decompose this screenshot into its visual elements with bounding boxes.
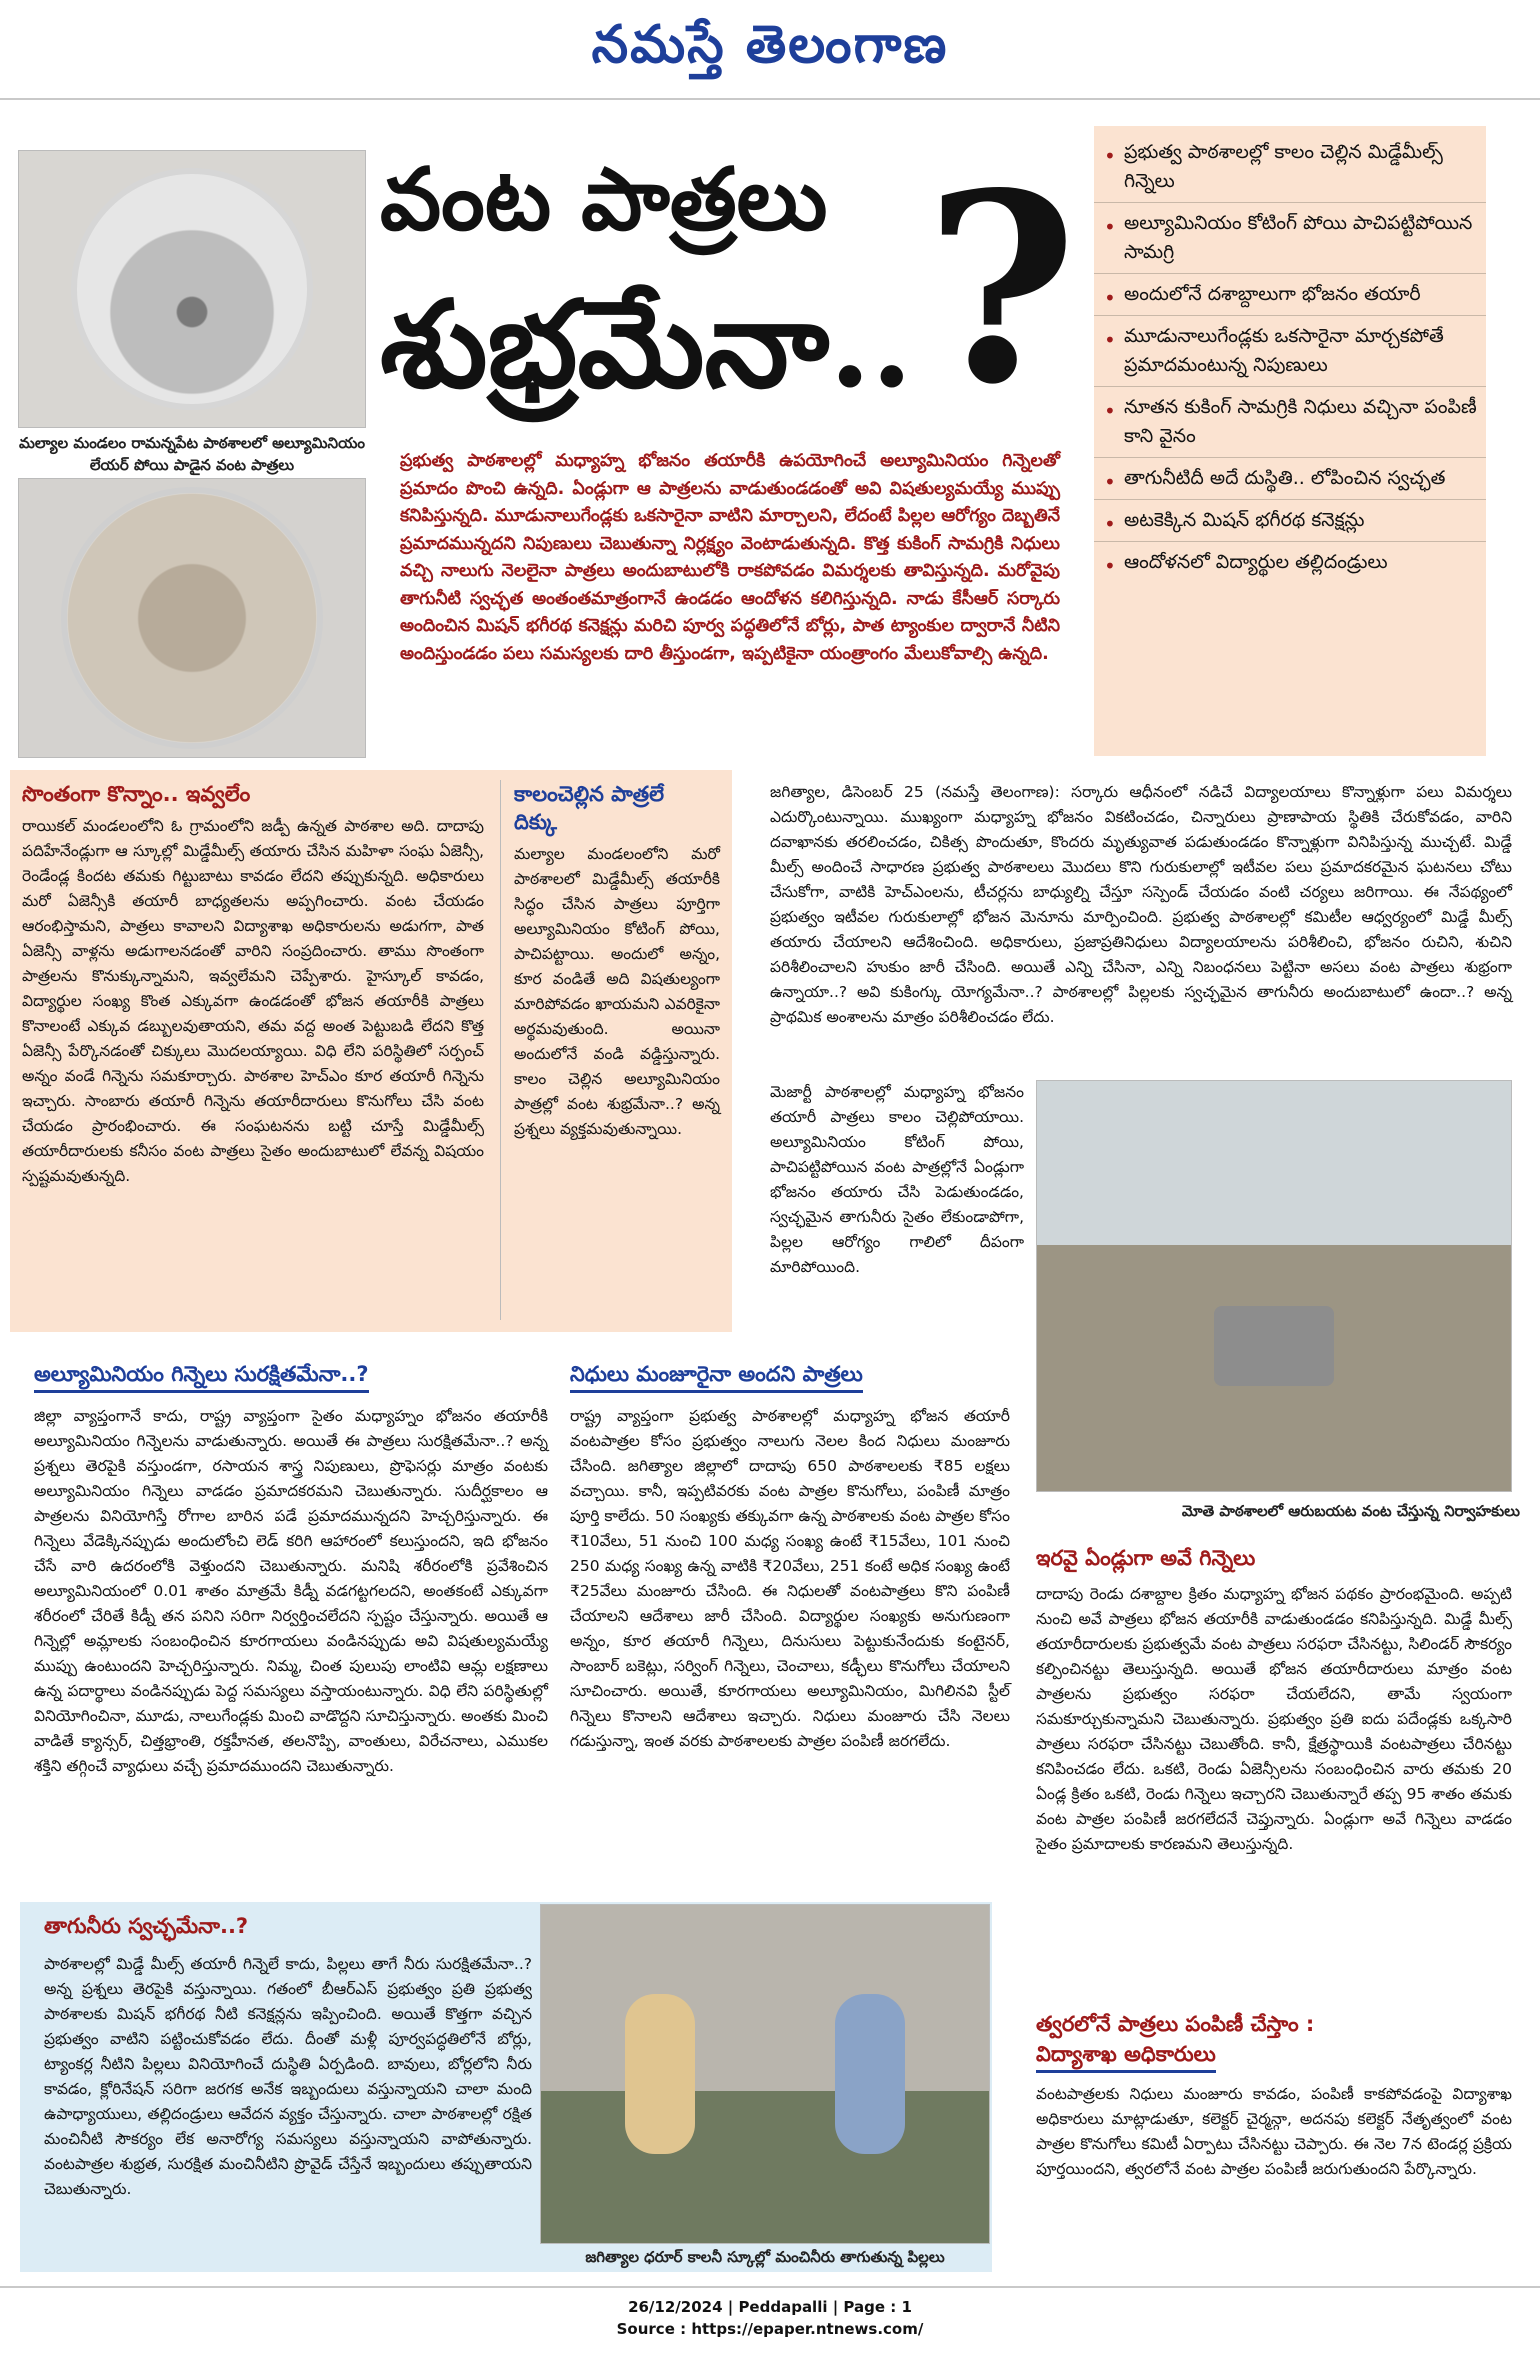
newspaper-logo: నమస్తే తెలంగాణ bbox=[591, 14, 949, 75]
main-story-middle: మెజార్టీ పాఠశాలల్లో మధ్యాహ్న భోజనం తయారీ పాత్రలు కాలం చెల్లిపోయాయి. అల్యూమినియం కోటింగ్ పోయి, పాచిపట్టిపోయిన వంట పాత్రల్లోనే ఏండ్లుగా భోజనం తయారు చేసి పెడుతుండడం, స్వచ్ఛమైన తాగునీరు సైతం లేకుండాపోగా, పిల్లల ఆరోగ్యం గాలిలో దీపంగా మారిపోయింది. bbox=[770, 1083, 1024, 1276]
photo-rusted-pot bbox=[18, 150, 366, 428]
section-heading-water: తాగునీరు స్వచ్ఛమేనా..? bbox=[44, 1914, 249, 1938]
section-body-own: రాయికల్ మండలంలోని ఓ గ్రామంలోని జడ్పీ ఉన్నత పాఠశాల అది. దాదాపు పదిహేనేండ్లుగా ఆ స్కూల్లో మిడ్డేమీల్స్ తయారు చేసిన మహిళా సంఘ ఏజెన్సీ, రెండేండ్ల కిందట తమకు గిట్టుబాటు కావడం లేదని తప్పుకున్నది. అధికారులు మరో ఏజెన్సీకి తయారీ బాధ్యతలను అప్పగించారు. వంట చేయడం ఆరంభిస్తామని, పాత్రలు కావాలని విద్యాశాఖ అధికారులను అడుగగా, పాత ఏజెన్సీ వాళ్లను అడుగాలనడంతో వారిని సంప్రదించారు. తాము సొంతంగా పాత్రలను కొనుక్కున్నామని, ఇవ్వలేమని చెప్పేశారు. హైస్కూల్ కావడం, విద్యార్థుల సంఖ్య కొంత ఎక్కువగా ఉండడంతో భోజన తయారీకి పాత్రలు కొనాలంటే ఎక్కువ డబ్బులవుతాయని, తమ వద్ద అంత పెట్టుబడి లేదని కొత్త ఏజెన్సీ పేర్కొనడంతో చిక్కులు మొదలయ్యాయి. విధి లేని పరిస్థితిలో సర్పంచ్ అన్నం వండే గిన్నెను సమకూర్చారు. పాఠశాల హెచ్ఎం కూర తయారీ గిన్నెను ఇచ్చారు. సాంబారు తయారీ గిన్నెను తయారీదారులు కొనుగోలు చేసి వంట చేయడం ప్రారంభించారు. ఈ సంఘటనను బట్టి చూస్తే మిడ్డేమీల్స్ తయారీదారులకు కనీసం వంట పాత్రలు సైతం అందుబాటులో లేవన్న విషయం స్పష్టమవుతున్నది. bbox=[22, 817, 484, 1185]
section-subheading-soon: విద్యాశాఖ అధికారులు bbox=[1036, 2040, 1512, 2073]
photo2-caption: మోతె పాఠశాలలో ఆరుబయట వంట చేస్తున్న నిర్వాహకులు bbox=[1181, 1502, 1520, 1520]
footer-divider bbox=[0, 2286, 1540, 2288]
section-body-expired: మల్యాల మండలంలోని మరో పాఠశాలలో మిడ్డేమీల్స్ తయారీకి సిద్ధం చేసిన పాత్రలు పూర్తిగా అల్యూమినియం కోటింగ్ పోయి, పాచిపట్టాయి. అందులో అన్నం, కూర వండితే అది విషతుల్యంగా మారిపోవడం ఖాయమని ఎవరికైనా అర్థమవుతుంది. అయినా అందులోనే వండి వడ్డిస్తున్నారు. కాలం చెల్లిన అల్యూమినియం పాత్రల్లో వంట శుభ్రమేనా..? అన్న ప్రశ్నలు వ్యక్తమవుతున్నాయి. bbox=[514, 845, 720, 1138]
child-figure bbox=[625, 1994, 695, 2154]
bullet-icon: • bbox=[1104, 215, 1116, 239]
section-heading-expired: కాలంచెల్లిన పాత్రలే దిక్కు bbox=[514, 782, 665, 834]
highlight-item: • ఆందోళనలో విద్యార్థుల తల్లిదండ్రులు bbox=[1094, 542, 1486, 583]
intro-paragraph: ప్రభుత్వ పాఠశాలల్లో మధ్యాహ్న భోజనం తయారీకి ఉపయోగించే అల్యూమినియం గిన్నెలతో ప్రమాదం పొంచి ఉన్నది. ఏండ్లుగా ఆ పాత్రలను వాడుతుండడంతో అవి విషతుల్యమయ్యే ముప్పు కనిపిస్తున్నది. మూడునాలుగేండ్లకు ఒకసారైనా వాటిని మార్చాలని, లేదంటే పిల్లల ఆరోగ్యం దెబ్బతినే ప్రమాదమున్నదని నిపుణులు చెబుతున్నా నిర్లక్ష్యం వెంటాడుతున్నది. కొత్త కుకింగ్ సామగ్రికి నిధులు వచ్చి నాలుగు నెలలైనా పాత్రలు అందుబాటులోకి రాకపోవడం విమర్శలకు తావిస్తున్నది. మరోవైపు తాగునీటి స్వచ్ఛత అంతంతమాత్రంగానే ఉండడం ఆందోళన కలిగిస్తున్నది. నాడు కేసీఆర్ సర్కారు అందించిన మిషన్ భగీరథ కనెక్షన్లు మరిచి పూర్వ పద్ధతిలోనే బోర్లు, పాత ట్యాంకుల ద్వారానే నీటిని అందిస్తుండడం పలు సమస్యలకు దారి తీస్తుండగా, ఇప్పటికైనా యంత్రాంగం మేలుకోవాల్సి ఉన్నది. bbox=[400, 451, 1060, 664]
highlight-item: • ప్రభుత్వ పాఠశాలల్లో కాలం చెల్లిన మిడ్డేమీల్స్ గిన్నెలు bbox=[1094, 132, 1486, 203]
bullet-icon: • bbox=[1104, 470, 1116, 494]
section-heading-years: ఇరవై ఏండ్లుగా అవే గిన్నెలు bbox=[1036, 1546, 1256, 1570]
photo3-caption: జగిత్యాల ధరూర్ కాలనీ స్కూల్లో మంచినీరు తాగుతున్న పిల్లలు bbox=[585, 2248, 945, 2266]
headline-question-mark: ? bbox=[925, 137, 1078, 442]
photo-damaged-pot bbox=[18, 478, 366, 758]
section-body-aluminium: జిల్లా వ్యాప్తంగానే కాదు, రాష్ట్ర వ్యాప్తంగా సైతం మధ్యాహ్నం భోజనం తయారీకి అల్యూమినియం గిన్నెలను వాడుతున్నారు. అయితే ఈ పాత్రలు సురక్షితమేనా..? అన్న ప్రశ్నలు తెరపైకి వస్తుండగా, రసాయన శాస్త్ర నిపుణులు, ప్రొఫెసర్లు మాత్రం వంటకు అల్యూమినియం గిన్నెలు వాడడం ప్రమాదకరమని చెబుతున్నారు. సుదీర్ఘకాలం ఆ పాత్రలను వినియోగిస్తే రోగాల బారిన పడే ప్రమాదమున్నదని హెచ్చరిస్తున్నారు. ఈ గిన్నెలు వేడెక్కినప్పుడు అందులోంచి లెడ్ కరిగి ఆహారంలో కలుస్తుందని, ఇది భోజనం చేసే వారి ఉదరంలోకి వెళ్తుందని చెబుతున్నారు. మనిషి శరీరంలోకి ప్రవేశించిన అల్యూమినియంలో 0.01 శాతం మాత్రమే కిడ్నీ వడగట్టగలదని, అంతకంటే ఎక్కువగా శరీరంలో చేరితే కిడ్నీ తన పనిని సరిగా నిర్వర్తించలేదని స్పష్టం చేస్తున్నారు. అయితే ఆ గిన్నెల్లో అమ్లాలకు సంబంధించిన కూరగాయలు వండినప్పుడు అవి విషతుల్యమయ్యే ముప్పు ఉంటుందని హెచ్చరిస్తున్నారు. నిమ్మ, చింత పులుపు లాంటివి ఆమ్ల లక్షణాలు ఉన్న పదార్థాలు వండినప్పుడు పెద్ద సమస్యలు వస్తాయంటున్నారు. విధి లేని పరిస్థితుల్లో వినియోగించినా, మూడు, నాలుగేండ్లకు మించి వాడొద్దని సూచిస్తున్నారు. అంతకు మించి వాడితే క్యాన్సర్, చిత్తభ్రాంతి, రక్తహీనత, తలనొప్పి, వాంతులు, విరేచనాలు, ఎముకల శక్తిని తగ్గించే వ్యాధులు వచ్చే ప్రమాదముందని చెబుతున్నారు. bbox=[34, 1407, 548, 1775]
bullet-icon: • bbox=[1104, 144, 1116, 168]
footer bbox=[0, 2296, 1540, 2340]
photo-outdoor-cooking bbox=[1036, 1080, 1512, 1492]
bullet-icon: • bbox=[1104, 328, 1116, 352]
footer-source: Source : https://epaper.ntnews.com/ bbox=[616, 2320, 924, 2338]
section-body-funds: రాష్ట్ర వ్యాప్తంగా ప్రభుత్వ పాఠశాలల్లో మధ్యాహ్న భోజన తయారీ వంటపాత్రల కోసం ప్రభుత్వం నాలుగు నెలల కింద నిధులు మంజూరు చేసింది. జగిత్యాల జిల్లాలో దాదాపు 650 పాఠశాలలకు ₹85 లక్షలు వచ్చాయి. కానీ, ఇప్పటివరకు వంట పాత్రల కొనుగోలు, పంపిణీ మాత్రం పూర్తి కాలేదు. 50 సంఖ్యకు తక్కువగా ఉన్న పాఠశాలకు వంట పాత్రల కోసం ₹10వేలు, 51 నుంచి 100 మధ్య సంఖ్య ఉంటే ₹15వేలు, 101 నుంచి 250 మధ్య సంఖ్య ఉన్న వాటికి ₹20వేలు, 251 కంటే అధిక సంఖ్య ఉంటే ₹25వేలు మంజూరు చేసింది. ఈ నిధులతో వంటపాత్రలు కొని పంపిణీ చేయాలని ఆదేశాలు జారీ చేసింది. విద్యార్థుల సంఖ్యకు అనుగుణంగా అన్నం, కూర తయారీ గిన్నెలు, దినుసులు పెట్టుకునేందుకు కంటైనర్, సాంబార్ బకెట్లు, సర్వింగ్ గిన్నెలు, చెంచాలు, కడ్ఛీలు కొనుగోలు చేయాలని సూచించారు. అయితే, కూరగాయలు అల్యూమినియం, మిగిలినవి స్టీల్ గిన్నెలు కొనాలని ఆదేశాలు ఇచ్చారు. నిధులు మంజూరు చేసి నెలలు గడుస్తున్నా, ఇంత వరకు పాఠశాలలకు పాత్రల పంపిణీ జరగలేదు. bbox=[570, 1407, 1010, 1750]
headline-line1: వంట పాత్రలు bbox=[380, 149, 828, 250]
section-heading-soon: త్వరలోనే పాత్రలు పంపిణీ చేస్తాం : bbox=[1036, 2012, 1315, 2036]
pot-illustration-2 bbox=[61, 487, 323, 749]
footer-edition: 26/12/2024 | Peddapalli | Page : 1 bbox=[628, 2298, 912, 2316]
section-heading-aluminium: అల్యూమినియం గిన్నెలు సురక్షితమేనా..? bbox=[34, 1360, 554, 1393]
bullet-icon: • bbox=[1104, 399, 1116, 423]
pot-illustration bbox=[71, 168, 313, 410]
headline-line2: శుభ్రమేనా.. bbox=[380, 274, 913, 415]
highlight-item: • నూతన కుకింగ్ సామగ్రికి నిధులు వచ్చినా పంపిణీ కాని వైనం bbox=[1094, 387, 1486, 458]
child-figure bbox=[835, 1994, 905, 2154]
masthead bbox=[0, 0, 1540, 96]
column-divider bbox=[500, 780, 501, 1320]
section-body-soon: వంటపాత్రలకు నిధులు మంజూరు కావడం, పంపిణీ కాకపోవడంపై విద్యాశాఖ అధికారులు మాట్లాడుతూ, కలెక్టర్ చైర్మన్గా, అదనపు కలెక్టర్ నేతృత్వంలో వంట పాత్రల కొనుగోలు కమిటీ ఏర్పాటు చేసినట్టు చెప్పారు. ఈ నెల 7న టెండర్ల ప్రక్రియ పూర్తయిందని, త్వరలోనే వంట పాత్రల పంపిణీ జరుగుతుందని పేర్కొన్నారు. bbox=[1036, 2085, 1512, 2178]
section-body-years: దాదాపు రెండు దశాబ్దాల క్రితం మధ్యాహ్న భోజన పథకం ప్రారంభమైంది. అప్పటి నుంచి అవే పాత్రలు భోజన తయారీకి వాడుతుండడం కనిపిస్తున్నది. మిడ్డే మీల్స్ తయారీదారులకు ప్రభుత్వమే వంట పాత్రలు సరఫరా చేసినట్టు, సిలిండర్ సౌకర్యం కల్పించినట్టు తెలుస్తున్నది. అయితే భోజన తయారీదారులు మాత్రం వంట పాత్రలను ప్రభుత్వం సరఫరా చేయలేదని, తామే స్వయంగా సమకూర్చుకున్నామని చెబుతున్నారు. ప్రభుత్వం ప్రతి ఐదు పదేండ్లకు ఒక్కసారి పాత్రలు సరఫరా చేసినట్టు చెబుతోంది. కానీ, క్షేత్రస్థాయికి వంటపాత్రలు చేరినట్టు కనిపించడం లేదు. ఒకటి, రెండు ఏజెన్సీలను సంబంధించిన వారు తమకు 20 ఏండ్ల క్రితం ఒకటి, రెండు గిన్నెలు ఇచ్చారని చెబుతున్నారే తప్ప 95 శాతం తమకు వంట పాత్రల పంపిణీ జరగలేదనే చెప్తున్నారు. ఏండ్లుగా అవే గిన్నెలు వాడడం సైతం ప్రమాదాలకు కారణమని తెలుస్తున్నది. bbox=[1036, 1585, 1512, 1853]
cooking-pot-shape bbox=[1214, 1306, 1334, 1386]
highlight-item: • మూడునాలుగేండ్లకు ఒకసారైనా మార్చకపోతే ప్రమాదమంటున్న నిపుణులు bbox=[1094, 316, 1486, 387]
section-heading-own: సొంతంగా కొన్నాం.. ఇవ్వలేం bbox=[22, 782, 251, 806]
highlights-panel bbox=[1094, 126, 1486, 756]
masthead-divider bbox=[0, 98, 1540, 100]
section-body-water: పాఠశాలల్లో మిడ్డే మీల్స్ తయారీ గిన్నెలే కాదు, పిల్లలు తాగే నీరు సురక్షితమేనా..? అన్న ప్రశ్నలు తెరపైకి వస్తున్నాయి. గతంలో బీఆర్ఎస్ ప్రభుత్వం ప్రతి ప్రభుత్వ పాఠశాలకు మిషన్ భగీరథ నీటి కనెక్షన్లను ఇప్పించింది. అయితే కొత్తగా వచ్చిన ప్రభుత్వం వాటిని పట్టించుకోవడం లేదు. దీంతో మళ్లీ పూర్వపద్ధతిలోనే బోర్లు, ట్యాంకర్ల నీటిని పిల్లలు వినియోగించే దుస్థితి ఏర్పడింది. బావులు, బోర్లలోని నీరు కావడం, క్లోరినేషన్ సరిగా జరగక అనేక ఇబ్బందులు వస్తున్నాయని చాలా మంది ఉపాధ్యాయులు, తల్లిదండ్రులు ఆవేదన వ్యక్తం చేస్తున్నారు. చాలా పాఠశాలల్లో రక్షిత మంచినీటి సౌకర్యం లేక అనారోగ్య సమస్యలు వస్తున్నాయని వాపోతున్నారు. వంటపాత్రల శుభ్రత, సురక్షిత మంచినీటిని ప్రొవైడ్ చేస్తేనే ఇబ్బందులు తప్పుతాయని చెబుతున్నారు. bbox=[44, 1955, 532, 2198]
highlight-item: • అటకెక్కిన మిషన్ భగీరథ కనెక్షన్లు bbox=[1094, 500, 1486, 542]
highlight-item: • తాగునీటిదీ అదే దుస్థితి.. లోపించిన స్వచ్ఛత bbox=[1094, 458, 1486, 500]
highlight-item: • అల్యూమినియం కోటింగ్ పోయి పాచిపట్టిపోయిన సామగ్రి bbox=[1094, 203, 1486, 274]
photo1-caption: మల్యాల మండలం రామన్నపేట పాఠశాలలో అల్యూమినియం లేయర్ పోయి పాడైన వంట పాత్రలు bbox=[19, 434, 365, 474]
section-heading-funds: నిధులు మంజూరైనా అందని పాత్రలు bbox=[570, 1360, 990, 1393]
main-story-top: జగిత్యాల, డిసెంబర్ 25 (నమస్తే తెలంగాణ): సర్కారు ఆధీనంలో నడిచే విద్యాలయాలు కొన్నాళ్లుగా పలు విమర్శలు ఎదుర్కొంటున్నాయి. ముఖ్యంగా మధ్యాహ్న భోజనం వికటించడం, చిన్నారులు ప్రాణాపాయ స్థితికి చేరుకోవడం, వారిని దవాఖానకు తరలించడం, చికిత్స పొందుతూ, కొందరు మృత్యువాత పడుతుండడం కొన్నాళ్లుగా వినిపిస్తున్న ముచ్చటే. మిడ్డే మీల్స్ అందించే సాధారణ ప్రభుత్వ పాఠశాలలు మొదలు కొని గురుకులాల్లో ఇటీవల పలు ప్రమాదకరమైన ఘటనలు చోటు చేసుకోగా, వాటికి హెచ్ఎంలను, టీచర్లను బాధ్యుల్ని చేస్తూ సస్పెండ్ చేయడం వంటి చర్యలు జరిగాయి. ఈ నేపథ్యంలో ప్రభుత్వం ఇటీవల గురుకులాల్లో భోజన మెనూను మార్పించింది. ప్రభుత్వ పాఠశాలల్లో కమిటీల ఆధ్వర్యంలో మిడ్డే మీల్స్ తయారు చేయాలని ఆదేశించింది. అధికారులు, ప్రజాప్రతినిధులు విద్యాలయాలను పరిశీలించి, భోజనం రుచిని, శుచిని పరిశీలించాలని హుకుం జారీ చేసింది. అయితే ఎన్ని చేసినా, ఎన్ని నిబంధనలు పెట్టినా అసలు వంట పాత్రలు శుభ్రంగా ఉన్నాయా..? అవి కుకింగ్కు యోగ్యమేనా..? పాఠశాలల్లో పిల్లలకు స్వచ్ఛమైన తాగునీరు అందుబాటులో ఉందా..? అన్న ప్రాథమిక అంశాలను మాత్రం పరిశీలించడం లేదు. bbox=[770, 783, 1512, 1026]
photo-children-drinking bbox=[540, 1904, 990, 2244]
bullet-icon: • bbox=[1104, 286, 1116, 310]
bullet-icon: • bbox=[1104, 512, 1116, 536]
highlight-item: • అందులోనే దశాబ్దాలుగా భోజనం తయారీ bbox=[1094, 274, 1486, 316]
bullet-icon: • bbox=[1104, 554, 1116, 578]
